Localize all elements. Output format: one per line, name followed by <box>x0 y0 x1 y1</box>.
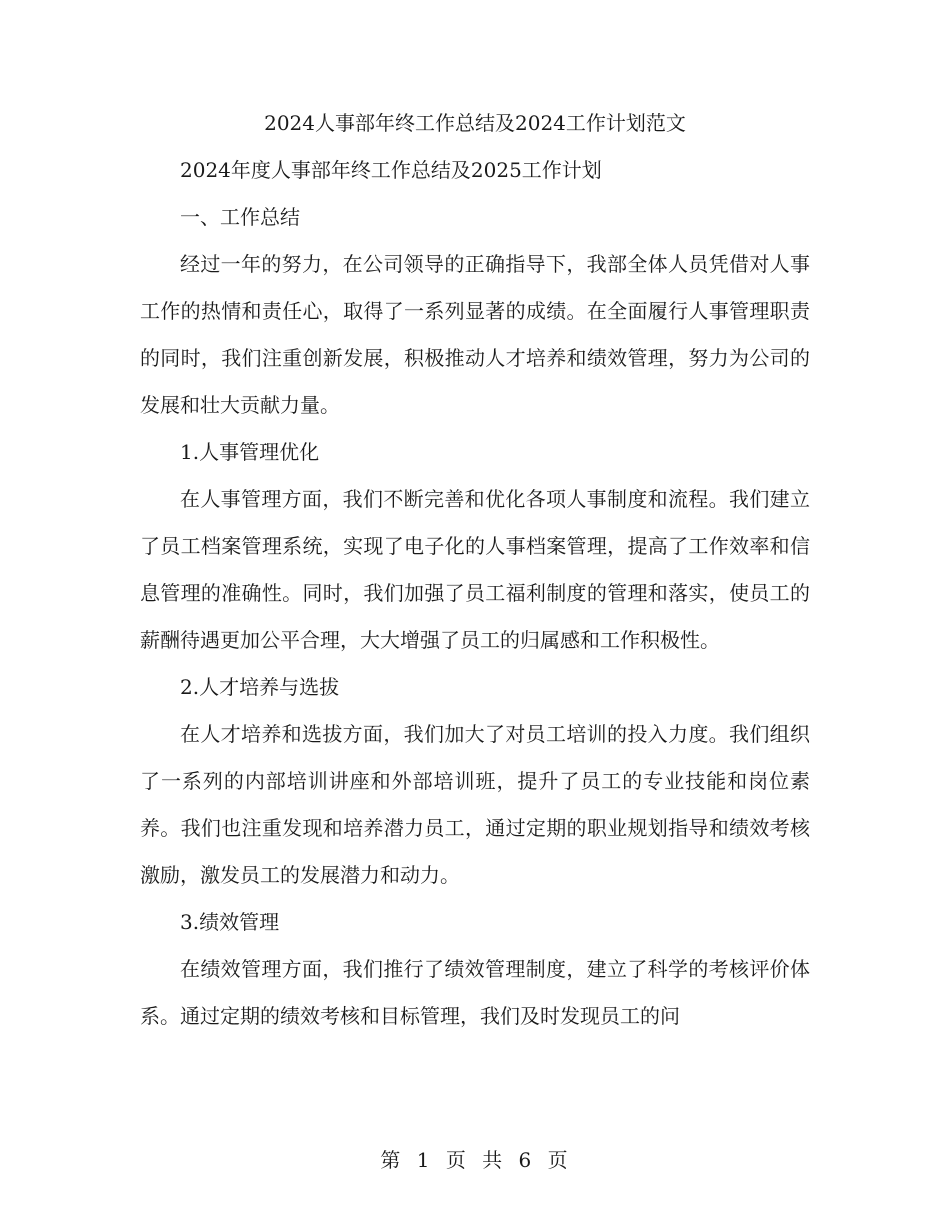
page-number-footer: 第 1 页 共 6 页 <box>380 1148 570 1172</box>
item-paragraph-hr-optimization: 在人事管理方面，我们不断完善和优化各项人事制度和流程。我们建立了员工档案管理系统，实现了电子化的人事档案管理，提高了工作效率和信息管理的准确性。同时，我们加强了员工福利制度的管理和落实，使员工的薪酬待遇更加公平合理，大大增强了员工的归属感和工作积极性。 <box>140 487 810 652</box>
document-body <box>140 100 810 1040</box>
intro-paragraph: 经过一年的努力，在公司领导的正确指导下，我部全体人员凭借对人事工作的热情和责任心，取得了一系列显著的成绩。在全面履行人事管理职责的同时，我们注重创新发展，积极推动人才培养和绩效管理，努力为公司的发展和壮大贡献力量。 <box>140 252 810 417</box>
item-heading-performance-management: 3.绩效管理 <box>180 910 280 934</box>
item-heading-talent-development: 2.人才培养与选拔 <box>180 675 340 699</box>
document-subtitle: 2024年度人事部年终工作总结及2025工作计划 <box>180 158 602 182</box>
item-paragraph-talent-development: 在人才培养和选拔方面，我们加大了对员工培训的投入力度。我们组织了一系列的内部培训讲座和外部培训班，提升了员工的专业技能和岗位素养。我们也注重发现和培养潜力员工，通过定期的职业规划指导和绩效考核激励，激发员工的发展潜力和动力。 <box>140 722 810 887</box>
item-paragraph-performance-management: 在绩效管理方面，我们推行了绩效管理制度，建立了科学的考核评价体系。通过定期的绩效考核和目标管理，我们及时发现员工的问 <box>140 957 810 1028</box>
item-heading-hr-optimization: 1.人事管理优化 <box>180 440 320 464</box>
section-heading-summary: 一、工作总结 <box>180 205 300 229</box>
document-title: 2024人事部年终工作总结及2024工作计划范文 <box>264 111 686 135</box>
